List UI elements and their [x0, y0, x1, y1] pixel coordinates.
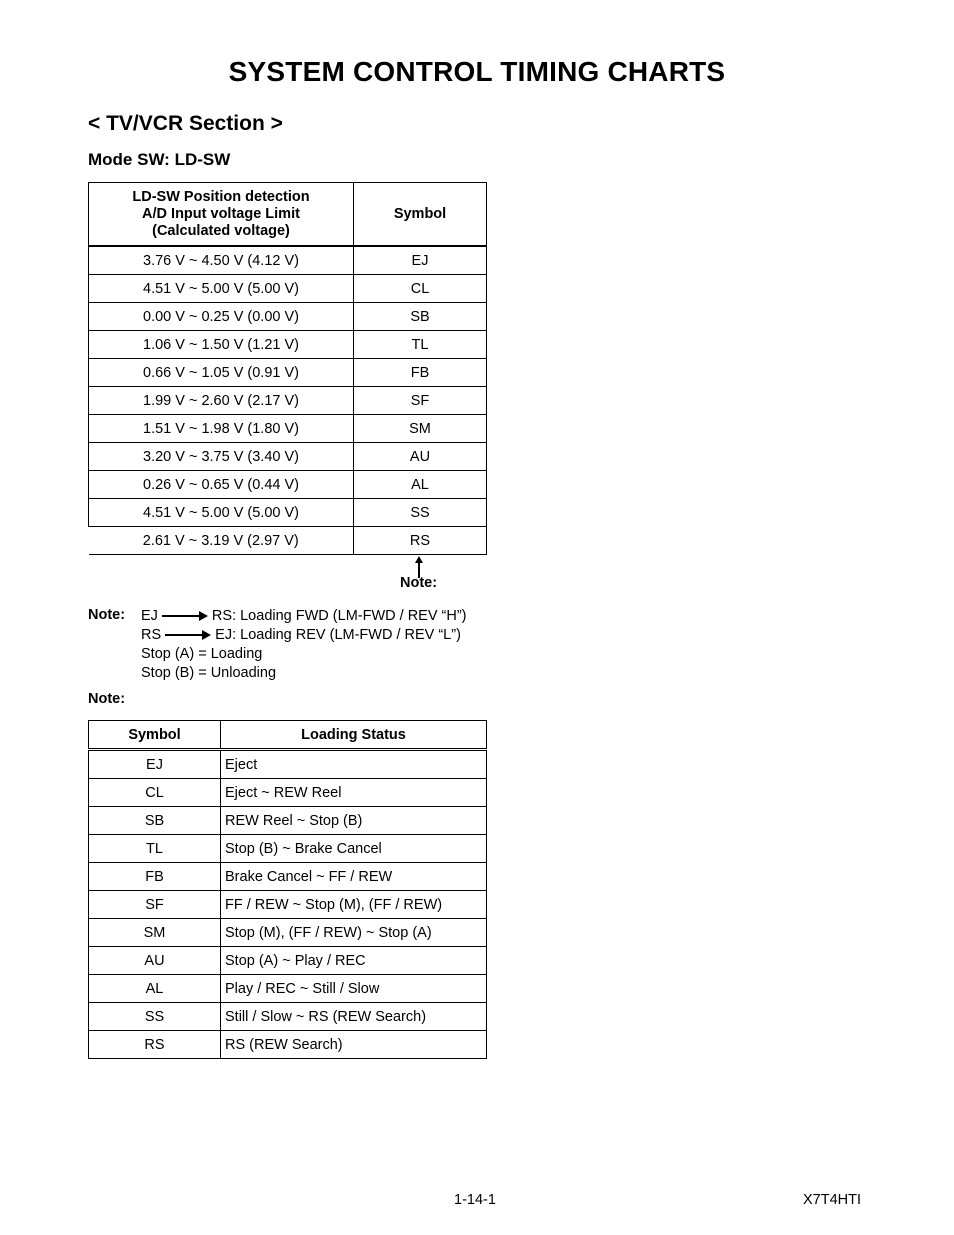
note-to: EJ: Loading REV (LM-FWD / REV “L”) [215, 627, 461, 643]
status-column-header: Loading Status [221, 721, 487, 750]
table-row [89, 331, 487, 359]
symbol-cell: TL [354, 331, 487, 359]
status-cell: Stop (M), (FF / REW) ~ Stop (A) [221, 919, 487, 947]
table-row [89, 387, 487, 415]
voltage-column-header [89, 183, 354, 247]
symbol-cell: EJ [354, 246, 487, 275]
voltage-cell: 4.51 V ~ 5.00 V (5.00 V) [89, 499, 354, 527]
symbol-cell: TL [89, 835, 221, 863]
symbol-cell: RS [89, 1031, 221, 1059]
status-cell: Stop (B) ~ Brake Cancel [221, 835, 487, 863]
table-row [89, 415, 487, 443]
table-row [89, 807, 487, 835]
table-row [89, 359, 487, 387]
status-cell: Stop (A) ~ Play / REC [221, 947, 487, 975]
table-row [89, 779, 487, 807]
table-header-row [89, 721, 487, 750]
note-label-2: Note: [88, 691, 126, 707]
symbol-cell: SS [354, 499, 487, 527]
table-row [89, 863, 487, 891]
loading-status-table [88, 720, 487, 1059]
symbol-cell: AU [89, 947, 221, 975]
note-line: Stop (A) = Loading [141, 646, 263, 662]
status-cell: Eject ~ REW Reel [221, 779, 487, 807]
symbol-cell: SF [89, 891, 221, 919]
note-from: EJ [141, 608, 158, 624]
voltage-cell: 1.99 V ~ 2.60 V (2.17 V) [89, 387, 354, 415]
symbol-cell: AL [354, 471, 487, 499]
arrow-note-label: Note: [400, 575, 438, 591]
table-row [89, 275, 487, 303]
header-line: A/D Input voltage Limit [142, 205, 300, 222]
table-row [89, 471, 487, 499]
symbol-cell: FB [354, 359, 487, 387]
page-number: 1-14-1 [454, 1192, 496, 1208]
status-cell: RS (REW Search) [221, 1031, 487, 1059]
note-line [88, 626, 467, 645]
table-row [89, 891, 487, 919]
voltage-cell: 0.00 V ~ 0.25 V (0.00 V) [89, 303, 354, 331]
symbol-cell: SF [354, 387, 487, 415]
mode-heading: Mode SW: LD-SW [88, 150, 231, 169]
voltage-cell: 1.51 V ~ 1.98 V (1.80 V) [89, 415, 354, 443]
symbol-cell: FB [89, 863, 221, 891]
table-row [89, 835, 487, 863]
symbol-cell: SS [89, 1003, 221, 1031]
table-row [89, 750, 487, 779]
page-title: SYSTEM CONTROL TIMING CHARTS [228, 56, 726, 87]
status-cell: Play / REC ~ Still / Slow [221, 975, 487, 1003]
voltage-cell: 0.66 V ~ 1.05 V (0.91 V) [89, 359, 354, 387]
symbol-column-header: Symbol [89, 721, 221, 750]
voltage-cell: 3.76 V ~ 4.50 V (4.12 V) [89, 246, 354, 275]
model-number: X7T4HTI [803, 1192, 862, 1208]
table-row [89, 947, 487, 975]
status-cell: REW Reel ~ Stop (B) [221, 807, 487, 835]
table-row [89, 443, 487, 471]
note-line [88, 607, 467, 626]
note-from: RS [141, 627, 162, 643]
table-row [89, 303, 487, 331]
note-label: Note: [88, 607, 126, 623]
status-cell: Eject [221, 750, 487, 779]
status-cell: FF / REW ~ Stop (M), (FF / REW) [221, 891, 487, 919]
symbol-cell: SM [354, 415, 487, 443]
symbol-cell: SM [89, 919, 221, 947]
header-line: (Calculated voltage) [152, 222, 290, 239]
symbol-cell: SB [89, 807, 221, 835]
note-line: Stop (B) = Unloading [141, 665, 277, 681]
status-cell: Still / Slow ~ RS (REW Search) [221, 1003, 487, 1031]
table-row [89, 1031, 487, 1059]
symbol-column-header: Symbol [354, 183, 487, 247]
symbol-cell: CL [354, 275, 487, 303]
voltage-cell: 0.26 V ~ 0.65 V (0.44 V) [89, 471, 354, 499]
symbol-cell: SB [354, 303, 487, 331]
table-row [89, 499, 487, 527]
arrow-right-icon [162, 611, 208, 621]
symbol-cell: EJ [89, 750, 221, 779]
voltage-cell: 3.20 V ~ 3.75 V (3.40 V) [89, 443, 354, 471]
arrow-right-icon [165, 630, 211, 640]
voltage-cell: 4.51 V ~ 5.00 V (5.00 V) [89, 275, 354, 303]
voltage-cell: 1.06 V ~ 1.50 V (1.21 V) [89, 331, 354, 359]
header-line: LD-SW Position detection [132, 188, 310, 205]
symbol-cell: AU [354, 443, 487, 471]
ld-sw-voltage-table [88, 182, 487, 555]
table-row [89, 527, 487, 555]
voltage-cell: 2.61 V ~ 3.19 V (2.97 V) [89, 527, 354, 555]
note-to: RS: Loading FWD (LM-FWD / REV “H”) [211, 608, 467, 624]
symbol-cell: CL [89, 779, 221, 807]
table-row [89, 246, 487, 275]
symbol-cell: AL [89, 975, 221, 1003]
status-cell: Brake Cancel ~ FF / REW [221, 863, 487, 891]
table-row [89, 975, 487, 1003]
symbol-cell: RS [354, 527, 487, 555]
notes-block [88, 607, 467, 683]
table-header-row [89, 183, 487, 247]
section-heading: < TV/VCR Section > [88, 112, 283, 135]
table-row [89, 919, 487, 947]
table-row [89, 1003, 487, 1031]
